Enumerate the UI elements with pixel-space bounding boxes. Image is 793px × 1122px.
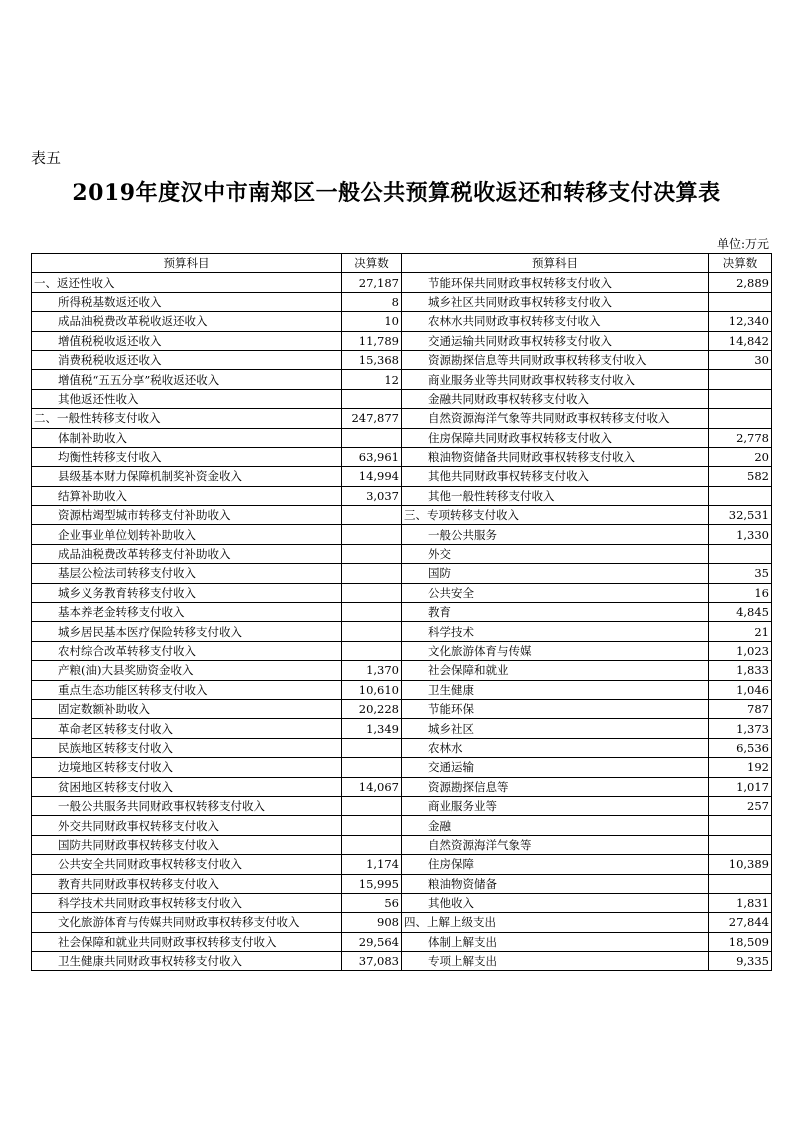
right-amount-cell [709, 292, 772, 311]
right-item-cell: 科学技术 [402, 622, 709, 641]
left-item-cell: 增值税“五五分享”税收返还收入 [32, 370, 342, 389]
right-amount-cell: 30 [709, 350, 772, 369]
right-amount-cell [709, 409, 772, 428]
left-item-cell: 固定数额补助收入 [32, 699, 342, 718]
left-item-cell: 国防共同财政事权转移支付收入 [32, 835, 342, 854]
right-amount-cell [709, 389, 772, 408]
right-item-cell: 粮油物资储备共同财政事权转移支付收入 [402, 447, 709, 466]
table-row [32, 467, 772, 486]
right-amount-cell: 1,046 [709, 680, 772, 699]
table-row [32, 835, 772, 854]
right-amount-cell [709, 370, 772, 389]
right-item-cell: 一般公共服务 [402, 525, 709, 544]
left-item-cell: 结算补助收入 [32, 486, 342, 505]
left-amount-cell: 908 [342, 913, 402, 932]
right-amount-cell: 192 [709, 758, 772, 777]
right-amount-cell: 35 [709, 564, 772, 583]
right-amount-cell: 1,017 [709, 777, 772, 796]
table-header-row [32, 254, 772, 273]
table-body [32, 273, 772, 971]
right-item-cell: 外交 [402, 544, 709, 563]
right-item-cell: 国防 [402, 564, 709, 583]
left-amount-cell [342, 622, 402, 641]
table-row [32, 777, 772, 796]
left-amount-cell: 1,370 [342, 661, 402, 680]
left-item-cell: 革命老区转移支付收入 [32, 719, 342, 738]
right-amount-cell: 9,335 [709, 952, 772, 971]
left-item-cell: 一、返还性收入 [32, 273, 342, 292]
table-row [32, 506, 772, 525]
left-amount-cell [342, 816, 402, 835]
table-row [32, 312, 772, 331]
right-amount-cell: 20 [709, 447, 772, 466]
right-item-cell: 社会保障和就业 [402, 661, 709, 680]
left-item-cell: 外交共同财政事权转移支付收入 [32, 816, 342, 835]
right-item-cell: 教育 [402, 603, 709, 622]
right-item-cell: 节能环保共同财政事权转移支付收入 [402, 273, 709, 292]
header-left-item: 预算科目 [32, 254, 342, 273]
left-item-cell: 所得税基数返还收入 [32, 292, 342, 311]
right-item-cell: 粮油物资储备 [402, 874, 709, 893]
left-item-cell: 民族地区转移支付收入 [32, 738, 342, 757]
table-row [32, 428, 772, 447]
left-amount-cell [342, 835, 402, 854]
left-amount-cell: 10 [342, 312, 402, 331]
left-amount-cell [342, 796, 402, 815]
left-amount-cell [342, 641, 402, 660]
right-amount-cell: 12,340 [709, 312, 772, 331]
left-amount-cell: 10,610 [342, 680, 402, 699]
table-row [32, 661, 772, 680]
left-amount-cell: 8 [342, 292, 402, 311]
table-row [32, 699, 772, 718]
right-item-cell: 交通运输共同财政事权转移支付收入 [402, 331, 709, 350]
left-amount-cell: 56 [342, 893, 402, 912]
right-amount-cell: 1,833 [709, 661, 772, 680]
right-item-cell: 城乡社区 [402, 719, 709, 738]
right-amount-cell [709, 874, 772, 893]
right-amount-cell: 1,023 [709, 641, 772, 660]
table-row [32, 273, 772, 292]
left-amount-cell: 29,564 [342, 932, 402, 951]
table-row [32, 486, 772, 505]
right-amount-cell: 32,531 [709, 506, 772, 525]
left-amount-cell: 1,349 [342, 719, 402, 738]
left-amount-cell [342, 544, 402, 563]
left-item-cell: 城乡义务教育转移支付收入 [32, 583, 342, 602]
table-row [32, 447, 772, 466]
table-row [32, 913, 772, 932]
right-item-cell: 农林水共同财政事权转移支付收入 [402, 312, 709, 331]
right-item-cell: 公共安全 [402, 583, 709, 602]
left-item-cell: 成品油税费改革税收返还收入 [32, 312, 342, 331]
right-item-cell: 卫生健康 [402, 680, 709, 699]
table-row [32, 816, 772, 835]
table-label: 表五 [31, 149, 62, 167]
right-item-cell: 其他收入 [402, 893, 709, 912]
right-item-cell: 商业服务业等 [402, 796, 709, 815]
left-item-cell: 卫生健康共同财政事权转移支付收入 [32, 952, 342, 971]
right-item-cell: 农林水 [402, 738, 709, 757]
right-amount-cell: 14,842 [709, 331, 772, 350]
right-item-cell: 城乡社区共同财政事权转移支付收入 [402, 292, 709, 311]
left-amount-cell: 15,368 [342, 350, 402, 369]
table-row [32, 583, 772, 602]
right-item-cell: 商业服务业等共同财政事权转移支付收入 [402, 370, 709, 389]
left-item-cell: 增值税税收返还收入 [32, 331, 342, 350]
left-item-cell: 科学技术共同财政事权转移支付收入 [32, 893, 342, 912]
right-amount-cell: 1,373 [709, 719, 772, 738]
right-item-cell: 自然资源海洋气象等 [402, 835, 709, 854]
left-amount-cell [342, 738, 402, 757]
table-row [32, 758, 772, 777]
left-amount-cell: 14,994 [342, 467, 402, 486]
left-item-cell: 企业事业单位划转补助收入 [32, 525, 342, 544]
table-row [32, 738, 772, 757]
right-item-cell: 三、专项转移支付收入 [402, 506, 709, 525]
right-amount-cell [709, 835, 772, 854]
table-row [32, 544, 772, 563]
right-item-cell: 金融 [402, 816, 709, 835]
right-amount-cell: 21 [709, 622, 772, 641]
right-item-cell: 专项上解支出 [402, 952, 709, 971]
table-row [32, 370, 772, 389]
right-amount-cell: 18,509 [709, 932, 772, 951]
right-item-cell: 交通运输 [402, 758, 709, 777]
left-item-cell: 产粮(油)大县奖励资金收入 [32, 661, 342, 680]
table-row [32, 719, 772, 738]
left-item-cell: 体制补助收入 [32, 428, 342, 447]
table-row [32, 932, 772, 951]
right-item-cell: 住房保障共同财政事权转移支付收入 [402, 428, 709, 447]
left-item-cell: 成品油税费改革转移支付补助收入 [32, 544, 342, 563]
right-item-cell: 金融共同财政事权转移支付收入 [402, 389, 709, 408]
right-amount-cell [709, 544, 772, 563]
right-amount-cell [709, 816, 772, 835]
unit-note: 单位:万元 [716, 237, 769, 251]
table-row [32, 350, 772, 369]
table-row [32, 603, 772, 622]
right-amount-cell: 6,536 [709, 738, 772, 757]
left-item-cell: 文化旅游体育与传媒共同财政事权转移支付收入 [32, 913, 342, 932]
table-row [32, 622, 772, 641]
left-item-cell: 一般公共服务共同财政事权转移支付收入 [32, 796, 342, 815]
table-row [32, 874, 772, 893]
left-amount-cell: 37,083 [342, 952, 402, 971]
left-amount-cell [342, 758, 402, 777]
right-amount-cell: 4,845 [709, 603, 772, 622]
left-item-cell: 其他返还性收入 [32, 389, 342, 408]
left-item-cell: 二、一般性转移支付收入 [32, 409, 342, 428]
right-item-cell: 资源勘探信息等 [402, 777, 709, 796]
left-item-cell: 资源枯竭型城市转移支付补助收入 [32, 506, 342, 525]
header-right-amount: 决算数 [709, 254, 772, 273]
right-amount-cell: 582 [709, 467, 772, 486]
table-row [32, 409, 772, 428]
left-item-cell: 社会保障和就业共同财政事权转移支付收入 [32, 932, 342, 951]
right-item-cell: 四、上解上级支出 [402, 913, 709, 932]
left-item-cell: 县级基本财力保障机制奖补资金收入 [32, 467, 342, 486]
table-row [32, 389, 772, 408]
left-amount-cell [342, 389, 402, 408]
left-amount-cell: 20,228 [342, 699, 402, 718]
left-amount-cell: 12 [342, 370, 402, 389]
right-item-cell: 节能环保 [402, 699, 709, 718]
right-item-cell: 其他共同财政事权转移支付收入 [402, 467, 709, 486]
table-row [32, 855, 772, 874]
left-amount-cell [342, 525, 402, 544]
right-amount-cell: 27,844 [709, 913, 772, 932]
left-amount-cell [342, 603, 402, 622]
right-amount-cell: 2,778 [709, 428, 772, 447]
left-item-cell: 农村综合改革转移支付收入 [32, 641, 342, 660]
left-item-cell: 重点生态功能区转移支付收入 [32, 680, 342, 699]
left-item-cell: 教育共同财政事权转移支付收入 [32, 874, 342, 893]
left-item-cell: 基本养老金转移支付收入 [32, 603, 342, 622]
table-row [32, 641, 772, 660]
right-item-cell: 资源勘探信息等共同财政事权转移支付收入 [402, 350, 709, 369]
table-row [32, 331, 772, 350]
left-item-cell: 消费税税收返还收入 [32, 350, 342, 369]
header-left-amount: 决算数 [342, 254, 402, 273]
budget-table [31, 253, 772, 971]
left-amount-cell: 11,789 [342, 331, 402, 350]
left-item-cell: 公共安全共同财政事权转移支付收入 [32, 855, 342, 874]
left-amount-cell: 3,037 [342, 486, 402, 505]
right-amount-cell [709, 486, 772, 505]
left-amount-cell [342, 564, 402, 583]
left-amount-cell [342, 428, 402, 447]
left-amount-cell [342, 506, 402, 525]
right-amount-cell: 787 [709, 699, 772, 718]
left-amount-cell: 27,187 [342, 273, 402, 292]
left-amount-cell [342, 583, 402, 602]
left-amount-cell: 15,995 [342, 874, 402, 893]
left-amount-cell: 247,877 [342, 409, 402, 428]
right-item-cell: 自然资源海洋气象等共同财政事权转移支付收入 [402, 409, 709, 428]
header-right-item: 预算科目 [402, 254, 709, 273]
table-row [32, 952, 772, 971]
table-row [32, 525, 772, 544]
left-item-cell: 均衡性转移支付收入 [32, 447, 342, 466]
right-amount-cell: 1,831 [709, 893, 772, 912]
right-item-cell: 体制上解支出 [402, 932, 709, 951]
left-amount-cell: 63,961 [342, 447, 402, 466]
left-item-cell: 基层公检法司转移支付收入 [32, 564, 342, 583]
right-amount-cell: 257 [709, 796, 772, 815]
left-amount-cell: 14,067 [342, 777, 402, 796]
table-row [32, 680, 772, 699]
table-row [32, 893, 772, 912]
right-item-cell: 其他一般性转移支付收入 [402, 486, 709, 505]
right-amount-cell: 16 [709, 583, 772, 602]
left-item-cell: 贫困地区转移支付收入 [32, 777, 342, 796]
table-row [32, 564, 772, 583]
right-item-cell: 文化旅游体育与传媒 [402, 641, 709, 660]
table-row [32, 796, 772, 815]
right-amount-cell: 2,889 [709, 273, 772, 292]
left-item-cell: 边境地区转移支付收入 [32, 758, 342, 777]
table-row [32, 292, 772, 311]
left-item-cell: 城乡居民基本医疗保险转移支付收入 [32, 622, 342, 641]
page-title: 2019年度汉中市南郑区一般公共预算税收返还和转移支付决算表 [72, 180, 721, 206]
right-amount-cell: 10,389 [709, 855, 772, 874]
right-amount-cell: 1,330 [709, 525, 772, 544]
right-item-cell: 住房保障 [402, 855, 709, 874]
left-amount-cell: 1,174 [342, 855, 402, 874]
